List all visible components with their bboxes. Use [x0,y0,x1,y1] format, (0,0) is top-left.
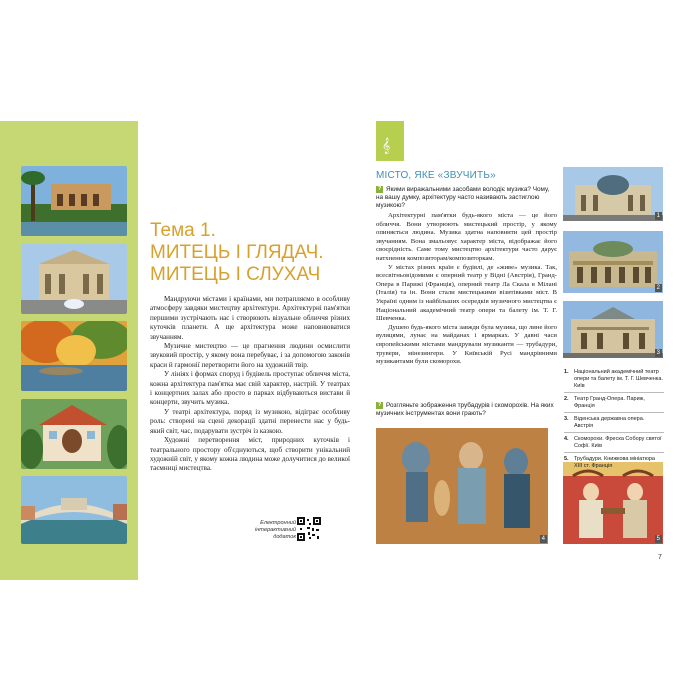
qr-caption: Електронний інтерактивний додаток [254,520,296,540]
fairytale-house-photo [21,399,127,469]
topic-number: Тема 1. [150,220,216,241]
divider [564,392,664,393]
paragraph: Душею будь-якого міста завжди була музика, що лине його вулицями, лунає на майданах і ярмарках. У давні часи європейськими містами мандрували музиканти — трубадури, трувери, мінезингери. У Київській Русі мандрівними музикантами були скоморохи. [376,323,557,366]
paragraph: Музичне мистецтво — це прагнення людини осмислити звуковий простір, у якому вона перебуває, і за допомогою законів краси й гармонії перетворити його на художній твір. [150,342,350,369]
main-text [376,212,557,367]
question-icon: ? [377,402,382,408]
grand-opera-photo [563,231,663,293]
topic-title-line2: МИТЕЦЬ І СЛУХАЧ [150,264,321,285]
vienna-opera-photo [563,301,663,358]
photo-number: 1 [656,213,660,219]
divider [564,432,664,433]
skomorokhy-fresco-photo [376,428,548,544]
caption-item: 3. Віденська державна опера. Австрія [564,416,645,429]
divider [564,452,664,453]
qr-code[interactable] [297,517,321,541]
topic-title [150,220,355,286]
caption-item: 1. Національний академічний театр опери та балету ім. Т. Г. Шевченка. Київ [564,369,663,389]
photo-number: 5 [656,536,660,542]
photo-captions [564,369,664,472]
section-title: МІСТО, ЯКЕ «ЗВУЧИТЬ» [376,170,496,181]
treble-clef-icon: 𝄞 [382,137,391,153]
question-icon: ? [377,186,382,192]
kyiv-opera-photo [563,167,663,221]
caption-item: 4. Скоморохи. Фреска Собору святої Софії. Київ [564,436,662,449]
question-text: Розгляньте зображення трубадурів і скоморохів. На яких музичних інструментах вони грають? [376,402,554,418]
caption-item: 5. Трубадури. Книжкова мініатюра XIII ст. Франція [564,456,655,469]
paragraph: У театрі архітектура, поряд із музикою, відіграє особливу роль: створені на сцені декорації здатні перенести нас у будь-який світ, час, подарувати зустріч із казкою. [150,407,350,435]
photo-number: 4 [541,536,545,542]
autumn-lake-photo [21,321,127,391]
paragraph: У містах різних країн є будівлі, де «живе» музика. Так, всесвітньовідомими є оперний театр у Відні (Австрія), Гранд-Опера в Парижі (Франція), оперний театр Ла Скала в Мілані (Італія) та ін. Вони стали мистецькими візитівками міст. В Україні одним із найбільших осередків музичного мистецтва є Національний академічний театр опери та балету ім. Т. Г. Шевченка. [376,263,557,323]
lviv-opera-photo [21,244,127,314]
caption-item: 2. Театр Гранд-Опера. Париж, Франція [564,396,645,409]
topic-title-line1: МИТЕЦЬ І ГЛЯДАЧ. [150,242,324,263]
question-block [376,186,556,211]
paragraph: Архітектурні пам'ятки будь-якого міста — це його обличчя. Вони утворюють мистецький простір, у якому опиняється людина. Музика здатна наповнити цей простір звучанням. Вона змальовує характер міста, відображає його своєрідність. Саме тому мистецтво архітектури часто дарує натхнення композиторам/композиторкам. [376,212,557,262]
photo-number: 3 [656,350,660,356]
music-section-tab [376,121,404,161]
rialto-bridge-photo [21,476,127,544]
troubadour-miniature-photo [563,462,663,544]
intro-text [150,295,350,474]
paragraph: У лініях і формах споруд і будівель проступає обличчя міста, кожна архітектура пам'ятка має свій характер, настрій. У театрах і концертних залах або просто в парках відбуваються вистави й концерти, звучить музика. [150,370,350,407]
page-number: 7 [658,554,662,561]
paragraph: Мандруючи містами і країнами, ми потрапляємо в особливу атмосферу завдяки мистецтву архітектури. Архітектурні пам'ятки першими зустрічають нас і створюють візуальне обличчя різних куточків планети. А ще архітектура може наповнюватися звучанням. [150,295,350,341]
alhambra-photo [21,166,127,236]
photo-number: 2 [656,285,660,291]
question-text: Якими виражальними засобами володіє музика? Чому, на вашу думку, архітектуру часто називають застиглою музикою? [376,186,550,210]
question-block [376,402,556,418]
paragraph: Художні перетворення міст, природних куточків і театрального простору об'єднуються, щоб створити унікальний художній світ, у якому кожна людина може долучитися до великої таємниці мистецтва. [150,436,350,473]
divider [564,412,664,413]
